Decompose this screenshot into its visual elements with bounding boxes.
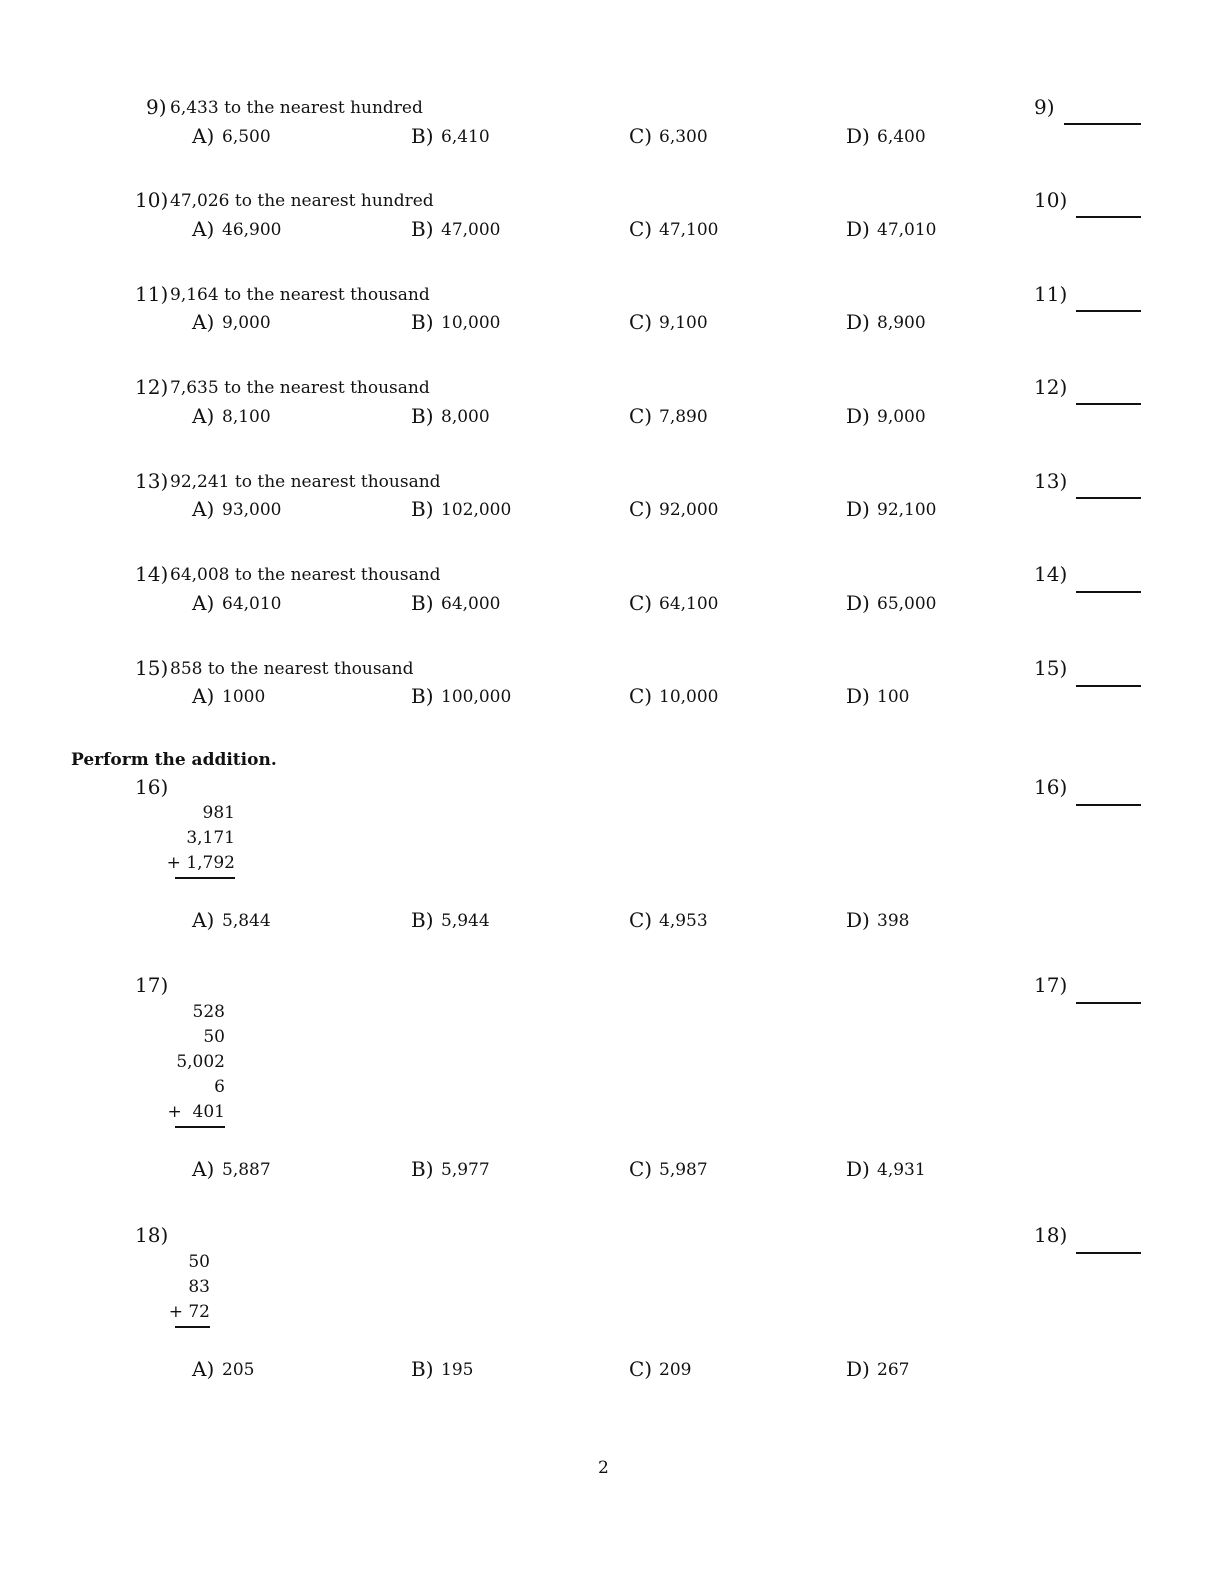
question-prompt: 858 to the nearest thousand [170, 659, 414, 679]
option-d-label: D) [846, 684, 870, 708]
addend: 50 [188, 1252, 210, 1272]
option-d-label: D) [846, 124, 870, 148]
option-b-label: B) [411, 591, 434, 615]
option-c-label: C) [629, 404, 653, 428]
option-c-value: 4,953 [659, 911, 708, 931]
answer-number: 12) [1034, 375, 1068, 399]
addend: + 72 [168, 1302, 210, 1322]
answer-number: 18) [1034, 1223, 1068, 1247]
question-number: 16) [135, 775, 169, 799]
option-c-label: C) [629, 684, 653, 708]
option-c-value: 209 [659, 1360, 692, 1380]
option-c-value: 7,890 [659, 407, 708, 427]
answer-number: 13) [1034, 469, 1068, 493]
option-d-value: 100 [877, 687, 910, 707]
answer-blank[interactable] [1076, 310, 1141, 312]
option-a-label: A) [192, 684, 215, 708]
answer-blank[interactable] [1076, 685, 1141, 687]
question-number: 13) [135, 469, 169, 493]
sum-rule [175, 1126, 225, 1128]
option-d-label: D) [846, 497, 870, 521]
option-d-value: 65,000 [877, 594, 937, 614]
option-a-value: 5,844 [222, 911, 271, 931]
option-b-value: 102,000 [441, 500, 512, 520]
option-d-label: D) [846, 217, 870, 241]
question-number: 11) [135, 282, 169, 306]
option-b-label: B) [411, 908, 434, 932]
question-prompt: 6,433 to the nearest hundred [170, 98, 423, 118]
answer-number: 17) [1034, 973, 1068, 997]
option-c-label: C) [629, 124, 653, 148]
option-d-value: 6,400 [877, 127, 926, 147]
option-c-label: C) [629, 591, 653, 615]
answer-number: 9) [1034, 95, 1055, 119]
option-b-label: B) [411, 497, 434, 521]
addend: 981 [202, 803, 235, 823]
option-a-value: 8,100 [222, 407, 271, 427]
option-b-value: 64,000 [441, 594, 501, 614]
option-c-label: C) [629, 1157, 653, 1181]
option-d-label: D) [846, 908, 870, 932]
option-b-value: 5,977 [441, 1160, 490, 1180]
option-a-label: A) [192, 1357, 215, 1381]
option-c-label: C) [629, 310, 653, 334]
option-b-label: B) [411, 1357, 434, 1381]
option-c-value: 5,987 [659, 1160, 708, 1180]
option-a-value: 93,000 [222, 500, 282, 520]
question-number: 9) [146, 95, 167, 119]
option-c-value: 64,100 [659, 594, 719, 614]
question-number: 14) [135, 562, 169, 586]
option-c-label: C) [629, 1357, 653, 1381]
question-number: 18) [135, 1223, 169, 1247]
option-a-label: A) [192, 124, 215, 148]
addend: 5,002 [176, 1052, 225, 1072]
option-a-label: A) [192, 908, 215, 932]
answer-number: 14) [1034, 562, 1068, 586]
option-a-label: A) [192, 497, 215, 521]
answer-number: 10) [1034, 188, 1068, 212]
option-b-label: B) [411, 124, 434, 148]
option-b-label: B) [411, 1157, 434, 1181]
option-b-value: 5,944 [441, 911, 490, 931]
answer-blank[interactable] [1076, 804, 1141, 806]
option-d-label: D) [846, 1357, 870, 1381]
option-d-value: 92,100 [877, 500, 937, 520]
question-number: 12) [135, 375, 169, 399]
option-c-label: C) [629, 217, 653, 241]
option-c-value: 92,000 [659, 500, 719, 520]
answer-blank[interactable] [1076, 591, 1141, 593]
question-prompt: 47,026 to the nearest hundred [170, 191, 434, 211]
answer-blank[interactable] [1076, 497, 1141, 499]
sum-rule [175, 1326, 210, 1328]
option-b-value: 195 [441, 1360, 474, 1380]
question-prompt: 9,164 to the nearest thousand [170, 285, 430, 305]
option-c-value: 10,000 [659, 687, 719, 707]
option-a-value: 5,887 [222, 1160, 271, 1180]
answer-blank[interactable] [1064, 123, 1141, 125]
addend: 83 [188, 1277, 210, 1297]
answer-number: 15) [1034, 656, 1068, 680]
option-a-value: 6,500 [222, 127, 271, 147]
option-d-value: 47,010 [877, 220, 937, 240]
option-b-label: B) [411, 310, 434, 334]
addend: 528 [192, 1002, 225, 1022]
option-d-label: D) [846, 1157, 870, 1181]
option-d-value: 9,000 [877, 407, 926, 427]
option-b-value: 6,410 [441, 127, 490, 147]
option-a-label: A) [192, 310, 215, 334]
addend: 3,171 [186, 828, 235, 848]
option-b-value: 47,000 [441, 220, 501, 240]
option-c-label: C) [629, 908, 653, 932]
answer-blank[interactable] [1076, 403, 1141, 405]
option-a-value: 1000 [222, 687, 266, 707]
option-a-value: 205 [222, 1360, 255, 1380]
option-b-label: B) [411, 217, 434, 241]
option-b-value: 100,000 [441, 687, 512, 707]
option-b-value: 10,000 [441, 313, 501, 333]
question-number: 15) [135, 656, 169, 680]
option-c-value: 47,100 [659, 220, 719, 240]
option-d-value: 398 [877, 911, 910, 931]
option-a-value: 9,000 [222, 313, 271, 333]
addition-stack [165, 801, 235, 879]
option-a-label: A) [192, 591, 215, 615]
answer-number: 16) [1034, 775, 1068, 799]
question-number: 17) [135, 973, 169, 997]
option-c-label: C) [629, 497, 653, 521]
section-heading: Perform the addition. [71, 750, 277, 770]
addition-stack [165, 1250, 210, 1328]
addend: + 401 [167, 1102, 225, 1122]
answer-blank[interactable] [1076, 1252, 1141, 1254]
option-b-value: 8,000 [441, 407, 490, 427]
question-prompt: 7,635 to the nearest thousand [170, 378, 430, 398]
sum-rule [175, 877, 235, 879]
addend: + 1,792 [166, 853, 235, 873]
option-d-value: 8,900 [877, 313, 926, 333]
option-a-value: 46,900 [222, 220, 282, 240]
option-b-label: B) [411, 684, 434, 708]
option-d-value: 267 [877, 1360, 910, 1380]
option-d-label: D) [846, 591, 870, 615]
option-a-label: A) [192, 217, 215, 241]
option-d-label: D) [846, 404, 870, 428]
option-a-label: A) [192, 404, 215, 428]
addend: 6 [214, 1077, 225, 1097]
answer-blank[interactable] [1076, 216, 1141, 218]
page-number: 2 [598, 1458, 609, 1478]
question-prompt: 64,008 to the nearest thousand [170, 565, 441, 585]
question-prompt: 92,241 to the nearest thousand [170, 472, 441, 492]
option-d-label: D) [846, 310, 870, 334]
option-a-value: 64,010 [222, 594, 282, 614]
option-c-value: 9,100 [659, 313, 708, 333]
addend: 50 [203, 1027, 225, 1047]
option-c-value: 6,300 [659, 127, 708, 147]
addition-stack [165, 1000, 225, 1128]
answer-blank[interactable] [1076, 1002, 1141, 1004]
option-b-label: B) [411, 404, 434, 428]
option-d-value: 4,931 [877, 1160, 926, 1180]
answer-number: 11) [1034, 282, 1068, 306]
question-number: 10) [135, 188, 169, 212]
option-a-label: A) [192, 1157, 215, 1181]
